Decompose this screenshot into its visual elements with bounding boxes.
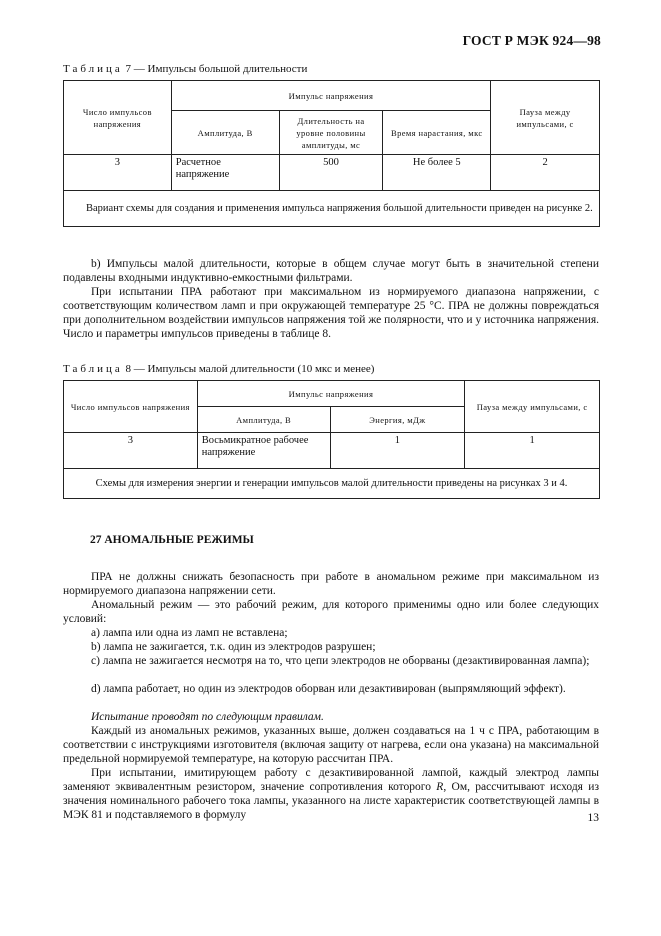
table7-caption-num: 7 — [125, 63, 132, 75]
table7-caption-label: Таблица — [63, 63, 123, 75]
table8-cell-count: 3 — [64, 433, 198, 469]
paragraph-test-conditions: При испытании ПРА работают при максимальном из нормируемого диапазона напряжении, с соответствующим количеством ламп и при окружающей температуре 25 °С. ПРА не должны повреждаться при дополнительном воздействии импульсов напряжения той же полярности, что и у источника напряжения. Число и параметры импульсов приведены в таблице 8. — [63, 286, 599, 340]
table8-caption-label: Таблица — [63, 363, 123, 375]
table7-header-pause: Пауза между импульсами, с — [491, 81, 600, 155]
table7-cell-duration: 500 — [279, 155, 383, 191]
table8-header-energy: Энергия, мДж — [330, 407, 465, 433]
paragraph-safety: ПРА не должны снижать безопасность при работе в аномальном режиме при максимальном из нормируемого диапазона напряжении сети. — [63, 571, 599, 597]
table8-cell-pause: 1 — [465, 433, 600, 469]
paragraph-abnormal-duration: Каждый из аномальных режимов, указанных выше, должен создаваться на 1 ч с ПРА, работающим в соответствии с инструкциями изготовителя (включая защиту от нагрева, если она указана) на максимальной предельной нормируемой температуре, на которую рассчитан ПРА. — [63, 725, 599, 765]
table7-header-rise: Время нарастания, мкс — [383, 111, 491, 155]
table7-header-group: Импульс напряжения — [171, 81, 490, 111]
table8-header-group: Импульс напряжения — [197, 381, 465, 407]
table7-caption — [63, 63, 307, 75]
table7-cell-amplitude: Расчетное напряжение — [171, 155, 279, 191]
table7-header-count: Число импульсов напряжения — [64, 81, 172, 155]
page-number: 13 — [587, 812, 599, 824]
paragraph-deactivated-lamp — [63, 766, 599, 822]
table8-note: Схемы для измерения энергии и генерации импульсов малой длительности приведены на рисунках 3 и 4. — [64, 469, 600, 499]
table7-cell-rise: Не более 5 — [383, 155, 491, 191]
test-rules-intro: Испытание проводят по следующим правилам. — [91, 711, 324, 723]
condition-b: b) лампа не зажигается, т.к. один из электродов разрушен; — [91, 641, 376, 653]
condition-c: с) лампа не зажигается несмотря на то, что цепи электродов не оборваны (дезактивированная лампа); — [91, 655, 590, 667]
table7-header-duration: Длительность на уровне половины амплитуды, мс — [279, 111, 383, 155]
table8 — [63, 380, 600, 499]
table8-cell-amplitude: Восьмикратное рабочее напряжение — [197, 433, 330, 469]
table7 — [63, 80, 600, 227]
section-heading: 27 АНОМАЛЬНЫЕ РЕЖИМЫ — [90, 534, 254, 546]
condition-d: d) лампа работает, но один из электродов оборван или дезактивирован (выпрямляющий эффект). — [91, 683, 566, 695]
table8-header-count: Число импульсов напряжения — [64, 381, 198, 433]
table7-note: Вариант схемы для создания и применения импульса напряжения большой длительности приведен на рисунке 2. — [64, 191, 600, 227]
table8-header-pause: Пауза между импульсами, с — [465, 381, 600, 433]
table8-caption-title: — Импульсы малой длительности (10 мкс и менее) — [133, 363, 375, 375]
table7-header-amplitude: Амплитуда, В — [171, 111, 279, 155]
table8-caption — [63, 363, 374, 375]
paragraph-deactivated-lamp-part2: , Ом, рассчитывают исходя из значения номинального рабочего тока лампы, указанного на листе характеристик соответствующей лампы в МЭК 81 и подставляемого в формулу — [63, 781, 599, 821]
paragraph-b-item: b) Импульсы малой длительности, которые в общем случае могут быть в значительной степени подавлены входными индуктивно-емкостными фильтрами. — [63, 258, 599, 284]
paragraph-abnormal-mode-definition: Аномальный режим — это рабочий режим, для которого применимы одно или более следующих условий: — [63, 599, 599, 625]
resistance-symbol: R — [436, 781, 444, 793]
table8-caption-num: 8 — [125, 363, 132, 375]
condition-a: а) лампа или одна из ламп не вставлена; — [91, 627, 288, 639]
table7-cell-pause: 2 — [491, 155, 600, 191]
table8-cell-energy: 1 — [330, 433, 465, 469]
table7-cell-count: 3 — [64, 155, 172, 191]
table7-caption-title: — Импульсы большой длительности — [133, 63, 308, 75]
standard-header: ГОСТ Р МЭК 924—98 — [462, 33, 601, 48]
paragraph-deactivated-lamp-part1: При испытании, имитирующем работу с дезактивированной лампой, каждый электрод лампы заменяют эквивалентным резистором, значение сопротивления которого — [63, 767, 599, 793]
table8-header-amplitude: Амплитуда, В — [197, 407, 330, 433]
